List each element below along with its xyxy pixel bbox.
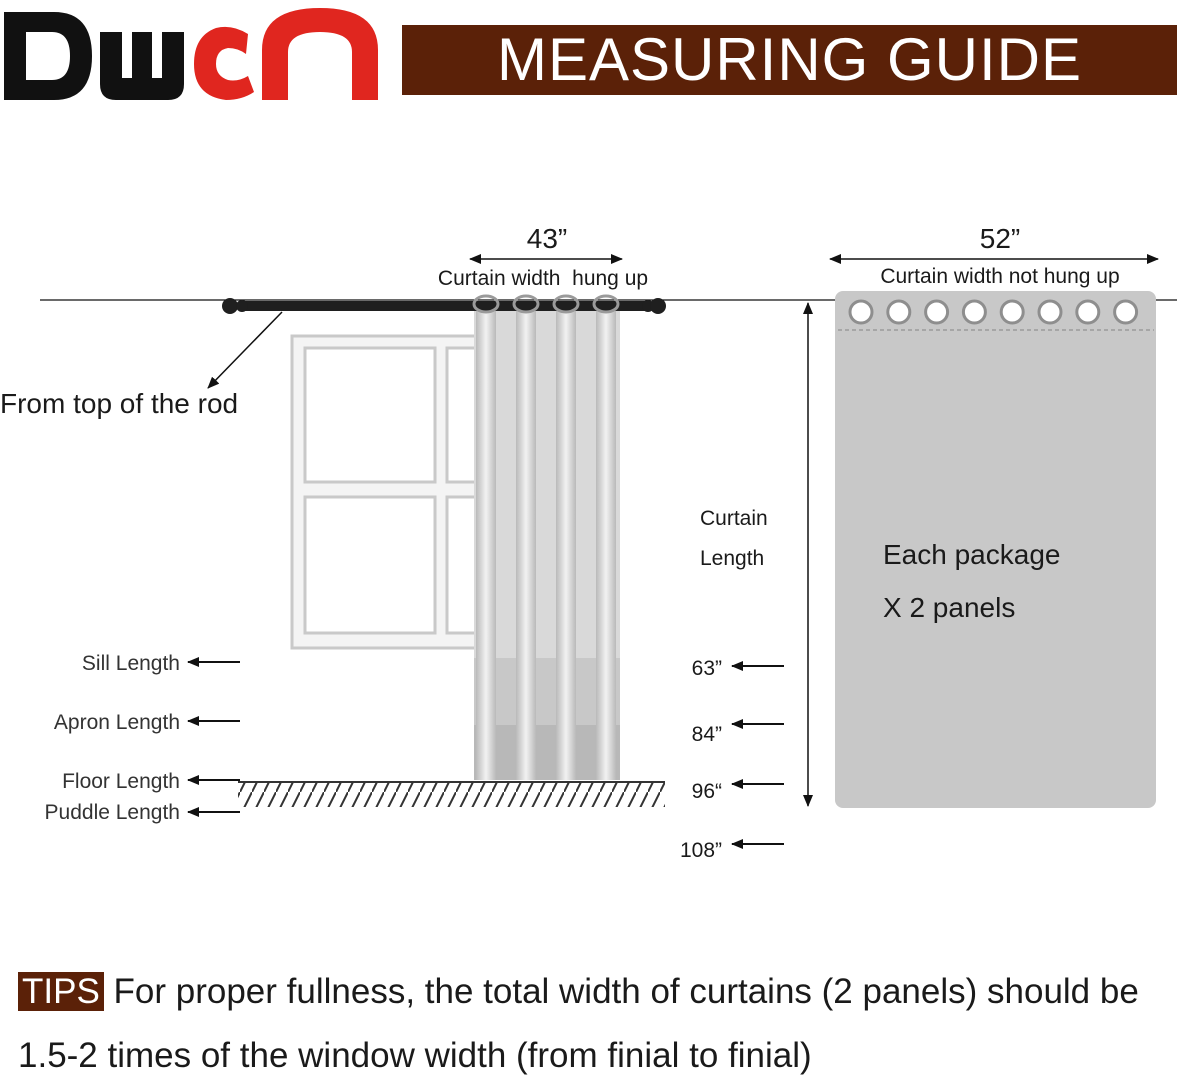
length-108: 108” <box>679 839 722 862</box>
tips-tag: TIPS <box>18 972 104 1011</box>
package-line-2: X 2 panels <box>883 592 1016 623</box>
width-flat-label: Curtain width not hung up <box>880 265 1120 288</box>
hung-curtain <box>474 305 620 780</box>
length-63: 63” <box>691 657 722 680</box>
apron-length-label: Apron Length <box>53 711 180 734</box>
floor <box>238 782 665 807</box>
grommet <box>888 301 910 323</box>
package-line-1: Each package <box>883 539 1061 570</box>
width-hung-label: Curtain width hung up <box>437 267 649 290</box>
grommet <box>1039 301 1061 323</box>
page-title: MEASURING GUIDE <box>496 26 1083 93</box>
grommet <box>1001 301 1023 323</box>
width-flat-value: 52” <box>979 223 1021 254</box>
grommet <box>963 301 985 323</box>
length-84: 84” <box>691 723 722 746</box>
curtain-rod <box>222 296 666 314</box>
tips-block <box>18 960 1168 1088</box>
window <box>292 336 492 648</box>
grommet <box>1115 301 1137 323</box>
length-label-line-1: Curtain <box>700 507 768 530</box>
length-96: 96“ <box>691 780 722 803</box>
grommet <box>926 301 948 323</box>
sill-length-label: Sill Length <box>81 652 180 675</box>
rod-note: From top of the rod <box>0 388 239 419</box>
length-label-line-2: Length <box>700 547 765 570</box>
rod-pointer-arrow <box>208 312 282 388</box>
grommet <box>850 301 872 323</box>
floor-length-label: Floor Length <box>62 770 180 793</box>
width-hung-value: 43” <box>526 223 568 254</box>
grommet <box>1077 301 1099 323</box>
puddle-length-label: Puddle Length <box>44 801 180 824</box>
tips-text: For proper fullness, the total width of curtains (2 panels) should be 1.5-2 times of the window width (from finial to finial) <box>18 972 1139 1075</box>
